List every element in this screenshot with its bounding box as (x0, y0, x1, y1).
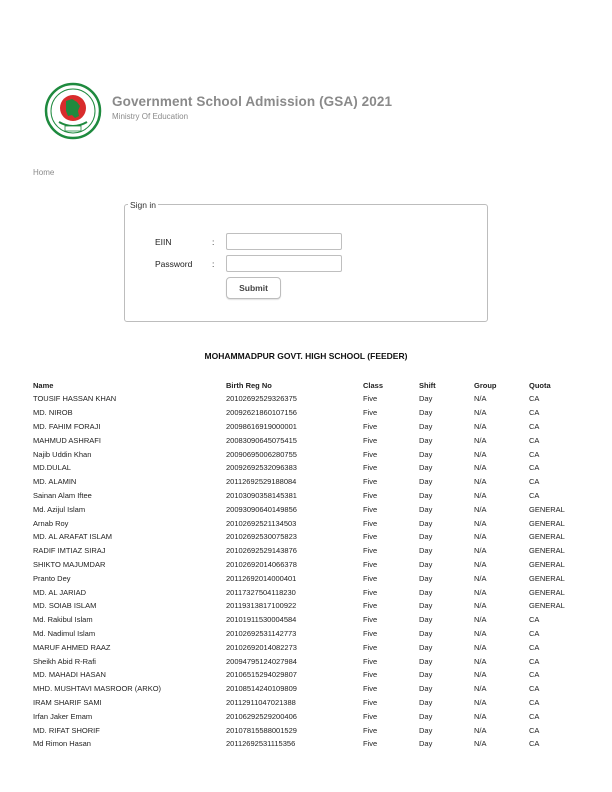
cell-class: Five (363, 477, 378, 487)
table-row (33, 654, 589, 668)
cell-group: N/A (474, 587, 487, 597)
cell-shift: Day (419, 518, 433, 528)
signin-legend: Sign in (130, 200, 156, 210)
cell-name: MD. AL JARIAD (33, 587, 87, 597)
cell-shift: Day (419, 670, 433, 680)
cell-class: Five (363, 739, 378, 749)
cell-group: N/A (474, 408, 487, 418)
table-row (33, 640, 589, 654)
cell-birth-reg: 20112692014000401 (226, 573, 297, 583)
cell-birth-reg: 20112692531115356 (226, 739, 296, 749)
cell-class: Five (363, 435, 378, 445)
cell-shift: Day (419, 477, 433, 487)
cell-birth-reg: 20102692014082273 (226, 642, 297, 652)
cell-quota: CA (529, 697, 540, 707)
cell-name: Najib Uddin Khan (33, 449, 92, 459)
cell-quota: CA (529, 615, 540, 625)
table-row (33, 544, 589, 558)
table-row (33, 475, 589, 489)
table-row (33, 406, 589, 420)
col-header-class: Class (363, 380, 384, 390)
cell-name: MD. RIFAT SHORIF (33, 725, 100, 735)
cell-birth-reg: 20102692530075823 (226, 532, 297, 542)
breadcrumb-home-link[interactable]: Home (33, 168, 55, 177)
table-row (33, 627, 589, 641)
cell-name: Md. Azijul Islam (33, 504, 86, 514)
cell-shift: Day (419, 449, 433, 459)
cell-group: N/A (474, 435, 487, 445)
cell-shift: Day (419, 684, 433, 694)
page-header (0, 0, 612, 150)
student-list-table (33, 378, 589, 751)
cell-quota: GENERAL (529, 587, 565, 597)
cell-class: Five (363, 546, 378, 556)
table-row (33, 613, 589, 627)
cell-name: Irfan Jaker Emam (33, 711, 93, 721)
cell-class: Five (363, 628, 378, 638)
cell-shift: Day (419, 642, 433, 652)
bangladesh-govt-seal-icon (42, 82, 104, 140)
cell-shift: Day (419, 739, 433, 749)
cell-name: Arnab Roy (33, 518, 69, 528)
cell-class: Five (363, 463, 378, 473)
table-row (33, 599, 589, 613)
cell-quota: CA (529, 670, 540, 680)
table-row (33, 571, 589, 585)
table-row (33, 489, 589, 503)
cell-quota: GENERAL (529, 504, 565, 514)
cell-class: Five (363, 504, 378, 514)
cell-quota: CA (529, 463, 540, 473)
cell-quota: CA (529, 628, 540, 638)
cell-birth-reg: 20106515294029807 (226, 670, 297, 680)
cell-name: MD. AL ARAFAT ISLAM (33, 532, 113, 542)
cell-class: Five (363, 559, 378, 569)
cell-quota: CA (529, 408, 540, 418)
cell-birth-reg: 20106292529200406 (226, 711, 297, 721)
cell-name: Md. Rakibul Islam (33, 615, 93, 625)
cell-shift: Day (419, 587, 433, 597)
cell-quota: GENERAL (529, 546, 565, 556)
table-row (33, 516, 589, 530)
cell-birth-reg: 20083090645075415 (226, 435, 297, 445)
cell-class: Five (363, 615, 378, 625)
cell-birth-reg: 20102692531142773 (226, 628, 297, 638)
cell-group: N/A (474, 477, 487, 487)
cell-shift: Day (419, 504, 433, 514)
cell-name: MD. FAHIM FORAJI (33, 421, 101, 431)
cell-class: Five (363, 394, 378, 404)
cell-class: Five (363, 697, 378, 707)
cell-group: N/A (474, 532, 487, 542)
cell-quota: CA (529, 477, 540, 487)
cell-class: Five (363, 408, 378, 418)
table-row (33, 558, 589, 572)
cell-quota: GENERAL (529, 532, 565, 542)
cell-quota: CA (529, 725, 540, 735)
cell-name: MARUF AHMED RAAZ (33, 642, 111, 652)
cell-name: Md Rimon Hasan (33, 739, 91, 749)
cell-group: N/A (474, 642, 487, 652)
cell-birth-reg: 20098616919000001 (226, 421, 297, 431)
table-row (33, 737, 589, 751)
cell-birth-reg: 20117327504118230 (226, 587, 296, 597)
cell-birth-reg: 20101911530004584 (226, 615, 297, 625)
cell-shift: Day (419, 725, 433, 735)
app-subtitle: Ministry Of Education (112, 112, 189, 121)
table-row (33, 682, 589, 696)
cell-birth-reg: 20094795124027984 (226, 656, 297, 666)
cell-quota: CA (529, 711, 540, 721)
col-header-shift: Shift (419, 380, 436, 390)
table-row (33, 530, 589, 544)
cell-name: MAHMUD ASHRAFI (33, 435, 101, 445)
table-row (33, 668, 589, 682)
cell-birth-reg: 20102692529143876 (226, 546, 297, 556)
col-header-birth-reg: Birth Reg No (226, 380, 272, 390)
school-name-heading: MOHAMMADPUR GOVT. HIGH SCHOOL (FEEDER) (204, 351, 408, 361)
cell-group: N/A (474, 546, 487, 556)
table-row (33, 585, 589, 599)
cell-class: Five (363, 490, 378, 500)
cell-birth-reg: 20108514240109809 (226, 684, 297, 694)
cell-birth-reg: 20090695006280755 (226, 449, 297, 459)
cell-class: Five (363, 670, 378, 680)
table-row (33, 433, 589, 447)
cell-birth-reg: 20092692532096383 (226, 463, 297, 473)
cell-name: MD. NIROB (33, 408, 73, 418)
cell-class: Five (363, 725, 378, 735)
cell-name: MD.DULAL (33, 463, 71, 473)
password-label: Password (155, 259, 193, 269)
cell-birth-reg: 20093090640149856 (226, 504, 297, 514)
cell-group: N/A (474, 463, 487, 473)
eiin-colon: : (212, 237, 215, 247)
cell-birth-reg: 20103090358145381 (226, 490, 297, 500)
table-row (33, 461, 589, 475)
eiin-label: EIIN (155, 237, 172, 247)
cell-class: Five (363, 532, 378, 542)
table-row (33, 723, 589, 737)
cell-quota: GENERAL (529, 573, 565, 583)
cell-birth-reg: 20107815588001529 (226, 725, 297, 735)
table-row (33, 502, 589, 516)
cell-name: TOUSIF HASSAN KHAN (33, 394, 117, 404)
cell-name: RADIF IMTIAZ SIRAJ (33, 546, 106, 556)
cell-shift: Day (419, 490, 433, 500)
cell-group: N/A (474, 670, 487, 680)
cell-shift: Day (419, 615, 433, 625)
cell-group: N/A (474, 684, 487, 694)
cell-shift: Day (419, 601, 433, 611)
cell-quota: CA (529, 684, 540, 694)
cell-birth-reg: 20119313817100922 (226, 601, 297, 611)
cell-name: Pranto Dey (33, 573, 71, 583)
cell-group: N/A (474, 573, 487, 583)
cell-birth-reg: 20112911047021388 (226, 697, 296, 707)
cell-class: Five (363, 711, 378, 721)
cell-shift: Day (419, 573, 433, 583)
cell-quota: GENERAL (529, 601, 565, 611)
cell-group: N/A (474, 628, 487, 638)
cell-shift: Day (419, 628, 433, 638)
cell-group: N/A (474, 711, 487, 721)
cell-shift: Day (419, 394, 433, 404)
cell-class: Five (363, 587, 378, 597)
table-row (33, 709, 589, 723)
table-row (33, 447, 589, 461)
cell-shift: Day (419, 711, 433, 721)
col-header-quota: Quota (529, 380, 551, 390)
cell-birth-reg: 20102692014066378 (226, 559, 297, 569)
cell-quota: CA (529, 449, 540, 459)
cell-quota: GENERAL (529, 559, 565, 569)
cell-birth-reg: 20112692529188084 (226, 477, 297, 487)
cell-quota: CA (529, 642, 540, 652)
cell-class: Five (363, 421, 378, 431)
cell-name: MD. MAHADI HASAN (33, 670, 106, 680)
cell-name: SHIKTO MAJUMDAR (33, 559, 106, 569)
cell-group: N/A (474, 725, 487, 735)
cell-quota: CA (529, 656, 540, 666)
table-row (33, 696, 589, 710)
cell-group: N/A (474, 394, 487, 404)
cell-shift: Day (419, 408, 433, 418)
cell-shift: Day (419, 559, 433, 569)
cell-group: N/A (474, 739, 487, 749)
cell-shift: Day (419, 656, 433, 666)
app-title: Government School Admission (GSA) 2021 (112, 94, 393, 109)
cell-group: N/A (474, 615, 487, 625)
cell-group: N/A (474, 449, 487, 459)
eiin-input[interactable] (226, 233, 342, 250)
submit-button[interactable]: Submit (226, 277, 281, 299)
cell-group: N/A (474, 656, 487, 666)
table-header-row (33, 378, 589, 392)
password-colon: : (212, 259, 215, 269)
cell-class: Five (363, 518, 378, 528)
cell-quota: CA (529, 739, 540, 749)
cell-group: N/A (474, 601, 487, 611)
cell-name: Sainan Alam Iftee (33, 490, 92, 500)
cell-name: MD. ALAMIN (33, 477, 77, 487)
cell-group: N/A (474, 697, 487, 707)
cell-class: Five (363, 656, 378, 666)
cell-birth-reg: 20092621860107156 (226, 408, 297, 418)
cell-name: Sheikh Abid R-Rafi (33, 656, 96, 666)
cell-class: Five (363, 449, 378, 459)
table-row (33, 420, 589, 434)
cell-shift: Day (419, 532, 433, 542)
cell-shift: Day (419, 546, 433, 556)
col-header-group: Group (474, 380, 497, 390)
cell-class: Five (363, 642, 378, 652)
cell-group: N/A (474, 518, 487, 528)
cell-name: MHD. MUSHTAVI MASROOR (ARKO) (33, 684, 162, 694)
cell-name: MD. SOIAB ISLAM (33, 601, 97, 611)
signin-form (124, 200, 488, 322)
table-row (33, 392, 589, 406)
cell-quota: CA (529, 490, 540, 500)
cell-group: N/A (474, 559, 487, 569)
cell-quota: CA (529, 421, 540, 431)
cell-group: N/A (474, 421, 487, 431)
cell-quota: CA (529, 394, 540, 404)
cell-birth-reg: 20102692529326375 (226, 394, 297, 404)
cell-quota: CA (529, 435, 540, 445)
cell-shift: Day (419, 435, 433, 445)
cell-class: Five (363, 573, 378, 583)
cell-shift: Day (419, 697, 433, 707)
cell-quota: GENERAL (529, 518, 565, 528)
password-input[interactable] (226, 255, 342, 272)
cell-group: N/A (474, 490, 487, 500)
col-header-name: Name (33, 380, 54, 390)
cell-group: N/A (474, 504, 487, 514)
cell-birth-reg: 20102692521134503 (226, 518, 297, 528)
cell-class: Five (363, 684, 378, 694)
cell-shift: Day (419, 463, 433, 473)
cell-name: Md. Nadimul Islam (33, 628, 96, 638)
cell-name: IRAM SHARIF SAMI (33, 697, 102, 707)
cell-class: Five (363, 601, 378, 611)
cell-shift: Day (419, 421, 433, 431)
